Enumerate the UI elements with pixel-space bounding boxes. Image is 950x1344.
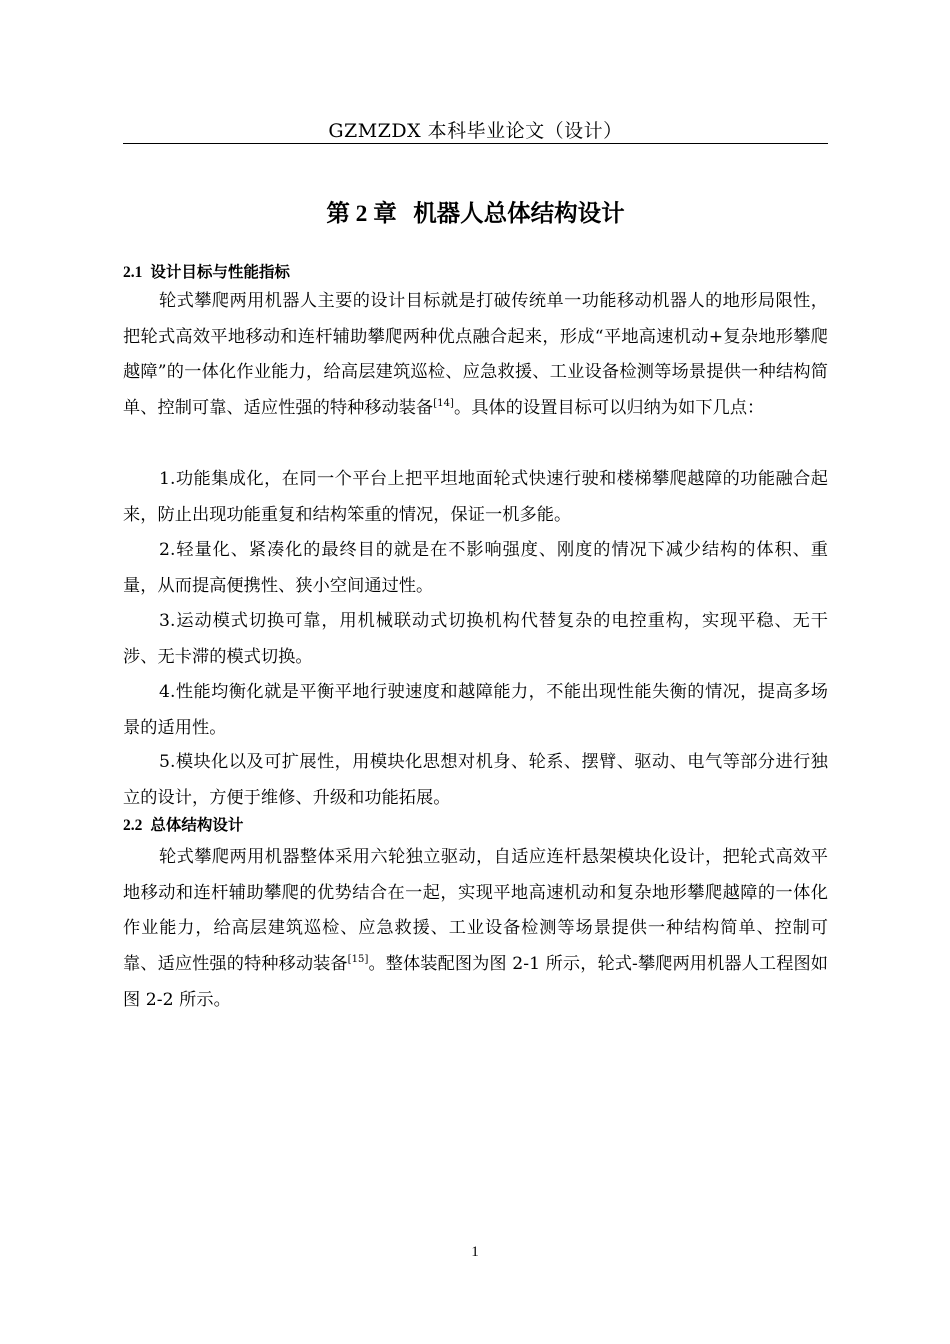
section-number: 2.1 [123, 264, 143, 281]
paragraph-text: 轮式攀爬两用机器人主要的设计目标就是打破传统单一功能移动机器人的地形局限性，把轮式高效平地移动和连杆辅助攀爬两种优点融合起来，形成“平地高速机动+复杂地形攀爬越障”的一体化作业能力，给高层建筑巡检、应急救援、工业设备检测等场景提供一种结构简单、控制可靠、适应性强的特种移动装备 [123, 291, 828, 419]
section-title: 设计目标与性能指标 [150, 263, 290, 281]
citation-ref: [14] [433, 398, 455, 410]
page-number: 1 [471, 1244, 479, 1260]
section-heading-2-2 [123, 813, 243, 835]
chapter-number: 第 2 章 [326, 201, 397, 227]
point-item: 1.功能集成化，在同一个平台上把平坦地面轮式快速行驶和楼梯攀爬越障的功能融合起来，防止出现功能重复和结构笨重的情况，保证一机多能。 [123, 469, 828, 525]
header-rule [123, 143, 828, 144]
section-heading-2-1 [123, 260, 290, 282]
section-2-2-body-paragraph [123, 840, 828, 1019]
point-item: 4.性能均衡化就是平衡平地行驶速度和越障能力，不能出现性能失衡的情况，提高多场景的适用性。 [123, 682, 828, 738]
citation-ref: [15] [347, 954, 369, 966]
section-number: 2.2 [123, 817, 143, 834]
running-header: GZMZDX 本科毕业论文（设计） [328, 120, 623, 142]
chapter-title [123, 194, 828, 228]
point-item: 2.轻量化、紧凑化的最终目的就是在不影响强度、刚度的情况下减少结构的体积、重量，从而提高便携性、狭小空间通过性。 [123, 540, 828, 596]
section-title: 总体结构设计 [150, 816, 244, 834]
point-item: 5.模块化以及可扩展性，用模块化思想对机身、轮系、摆臂、驱动、电气等部分进行独立的设计，方便于维修、升级和功能拓展。 [123, 752, 828, 808]
chapter-name: 机器人总体结构设计 [413, 199, 625, 227]
paragraph-text: 轮式攀爬两用机器整体采用六轮独立驱动，自适应连杆悬架模块化设计，把轮式高效平地移动和连杆辅助攀爬的优势结合在一起，实现平地高速机动和复杂地形攀爬越障的一体化作业能力，给高层建筑巡检、应急救援、工业设备检测等场景提供一种结构简单、控制可靠、适应性强的特种移动装备 [123, 847, 828, 975]
section-2-1-intro-paragraph [123, 284, 828, 427]
paragraph-tail: 。整体装配图为图 2-1 所示，轮式-攀爬两用机器人工程图如图 2-2 所示。 [123, 954, 829, 1010]
paragraph-tail: 。具体的设置目标可以归纳为如下几点： [454, 398, 765, 419]
point-item: 3.运动模式切换可靠，用机械联动式切换机构代替复杂的电控重构，实现平稳、无干涉、无卡滞的模式切换。 [123, 611, 828, 667]
